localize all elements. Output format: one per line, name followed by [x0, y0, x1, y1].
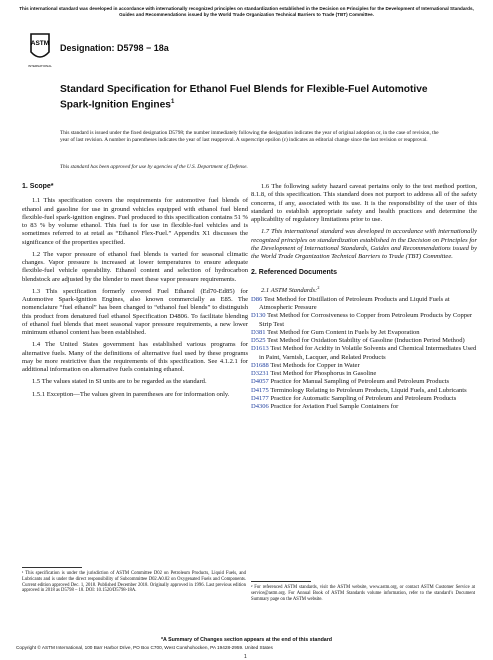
title-footnote-marker: 1 [170, 99, 175, 105]
reference-code-link[interactable]: D1688 [251, 361, 269, 369]
scope-para-1-5-1: 1.5.1 Exception—The values given in parentheses are for information only. [32, 390, 230, 398]
scope-para-1-3: 1.3 This specification formerly covered Fuel Ethanol (Ed70-Ed85) for Automotive Spark-Ignition Engines, also known commercially as E85. The nomenclature “fuel ethanol” has been changed to “ethanol fuel blends” to distinguish this product from denatured fuel ethanol Specification D4806. To facilitate blending of ethanol fuel blends that meet seasonal vapor pressure requirements, a new lower minimum ethanol content has been established. [22, 287, 248, 336]
header-notice: This international standard was developed in accordance with internationally recognized principles on standardization established in the Decision on Principles for the Development of International Standards, Guides and Recommendations issued by the World Trade Organization Technical Barriers to Trade (TBT) Committee. [19, 6, 474, 17]
reference-code-link[interactable]: D4306 [251, 403, 269, 411]
reference-title: Test Method for Gum Content in Fuels by Jet Evaporation [267, 328, 420, 336]
reference-item [251, 296, 477, 313]
reference-title: Practice for Aviation Fuel Sample Containers for [270, 403, 399, 411]
astm-standards-label: 2.1 ASTM Standards: [261, 286, 318, 294]
right-column [251, 183, 477, 411]
reference-title: Test Methods for Copper in Water [270, 361, 360, 369]
references-heading: 2. Referenced Documents [251, 269, 337, 277]
scope-para-1-4: 1.4 The United States government has established various programs for alternative fuels. Many of the definitions of alternative fuel used by these programs may be more restrictive than the requirements of this specification. See 4.1.2.1 for additional information on alternative fuels containing ethanol. [22, 341, 248, 373]
approved-note: This standard has been approved for use by agencies of the U.S. Department of Defense. [60, 164, 248, 170]
footnote-1: ¹ This specification is under the jurisdiction of ASTM Committee D02 on Petroleum Products, Liquid Fuels, and Lubricants and is under the direct responsibility of Subcommittee D02.A0.02 on Oxygenated Fuels and Components. Current edition approved Dec. 1, 2018. Published December 2018. Originally approved in 1996. Last previous edition approved in 2018 as D5798 – 18. DOI: 10.1520/D5798-18A. [22, 571, 246, 594]
reference-title: Practice for Automatic Sampling of Petroleum and Petroleum Products [270, 394, 457, 402]
reference-code-link[interactable]: D86 [251, 295, 263, 303]
reference-code-link[interactable]: D1613 [251, 345, 269, 353]
reference-item [251, 370, 477, 378]
scope-para-1-6: 1.6 The following safety hazard caveat pertains only to the test method portion, 8.1.8, of this specification. This standard does not purport to address all of the safety concerns, if any, associated with its use. It is the responsibility of the user of this standard to establish appropriate safety and health practices and determine the applicability of regulatory limitations prior to use. [251, 183, 477, 223]
reference-title: Test Method for Corrosiveness to Copper from Petroleum Products by Copper Strip Test [259, 312, 473, 328]
reference-code-link[interactable]: D4177 [251, 394, 269, 402]
reference-code-link[interactable]: D381 [251, 328, 266, 336]
designation: Designation: D5798 − 18a [60, 43, 169, 53]
footnote-2: ² For referenced ASTM standards, visit the ASTM website, www.astm.org, or contact ASTM Customer Service at service@astm.org. For Annual Book of ASTM Standards volume information, refer to the standard’s Document Summary page on the ASTM website. [251, 585, 475, 602]
reference-item [251, 403, 477, 411]
scope-para-1-1: 1.1 This specification covers the requirements for automotive fuel blends of ethanol and gasoline for use in ground vehicles equipped with ethanol fuel blend flexible-fuel spark-ignition engines. Fuel produced to this specification contains 51 % to 83 % by volume ethanol. This fuel is for use in flexible-fuel vehicles and is sometimes referred to at retail as “Ethanol Flex-Fuel.” Appendix X1 discusses the significance of the properties specified. [22, 197, 248, 246]
page-number: 1 [244, 654, 247, 660]
standard-note: This standard is issued under the fixed designation D5798; the number immediately following the designation indicates the year of original adoption or, in the case of revision, the year of last revision. A number in parentheses indicates the year of last reapproval. A superscript epsilon (ε) indicates an editorial change since the last revision or reapproval. [60, 130, 439, 143]
scope-para-1-5: 1.5 The values stated in SI units are to be regarded as the standard. [32, 378, 207, 386]
reference-title: Practice for Manual Sampling of Petroleum and Petroleum Products [270, 378, 450, 386]
logo-caption: INTERNATIONAL [28, 64, 52, 68]
document-title [60, 84, 440, 111]
astm-standards-subheading [251, 284, 477, 295]
reference-item [251, 312, 477, 329]
reference-item [251, 345, 477, 362]
copyright-line: Copyright © ASTM International, 100 Barr Harbor Drive, PO Box C700, West Conshohocken, PA 19428-2959. United States [16, 645, 273, 650]
reference-title: Test Method for Distillation of Petroleum Products and Liquid Fuels at Atmospheric Pressure [259, 295, 450, 312]
reference-item [251, 337, 477, 345]
reference-code-link[interactable]: D525 [251, 337, 266, 345]
reference-title: Test Method for Oxidation Stability of Gasoline (Induction Period Method) [267, 337, 465, 345]
scope-para-1-2: 1.2 The vapor pressure of ethanol fuel blends is varied for seasonal climatic changes. Vapor pressure is increased at lower temperatures to ensure adequate flexible-fuel vehicle operability. Ethanol content and selection of hydrocarbon blendstock are adjusted by the blender to meet these vapor pressure requirements. [22, 250, 248, 283]
reference-item [251, 395, 477, 403]
scope-para-1-7: 1.7 This international standard was developed in accordance with internationally recognized principles on standardization established in the Decision on Principles for the Development of International Standards, Guides and Recommendations issued by the World Trade Organization Technical Barriers to Trade (TBT) Committee. [251, 228, 477, 260]
title-text: Standard Specification for Ethanol Fuel Blends for Flexible-Fuel Automotive Spark-Ignition Engines [60, 84, 428, 111]
reference-code-link[interactable]: D4057 [251, 378, 269, 386]
reference-title: Test Method for Acidity in Volatile Solvents and Chemical Intermediates Used in Paint, Varnish, Lacquer, and Related Products [259, 345, 477, 361]
summary-of-changes-note: *A Summary of Changes section appears at the end of this standard [160, 637, 333, 643]
astm-standards-marker: 2 [317, 284, 320, 290]
reference-item [251, 387, 477, 395]
reference-code-link[interactable]: D4175 [251, 386, 269, 394]
reference-list [251, 296, 477, 412]
left-column [22, 183, 248, 403]
footnote-rule-right [251, 581, 311, 582]
astm-logo [28, 32, 52, 70]
reference-title: Test Method for Phosphorus in Gasoline [270, 370, 377, 378]
reference-code-link[interactable]: D3231 [251, 370, 269, 378]
scope-heading: 1. Scope* [22, 183, 54, 190]
reference-item [251, 329, 477, 337]
reference-item [251, 378, 477, 386]
reference-code-link[interactable]: D130 [251, 312, 266, 320]
reference-title: Terminology Relating to Petroleum Products, Liquid Fuels, and Lubricants [270, 386, 467, 394]
reference-item [251, 362, 477, 370]
footnote-rule-left [22, 567, 82, 568]
svg-text:ASTM: ASTM [30, 40, 50, 47]
